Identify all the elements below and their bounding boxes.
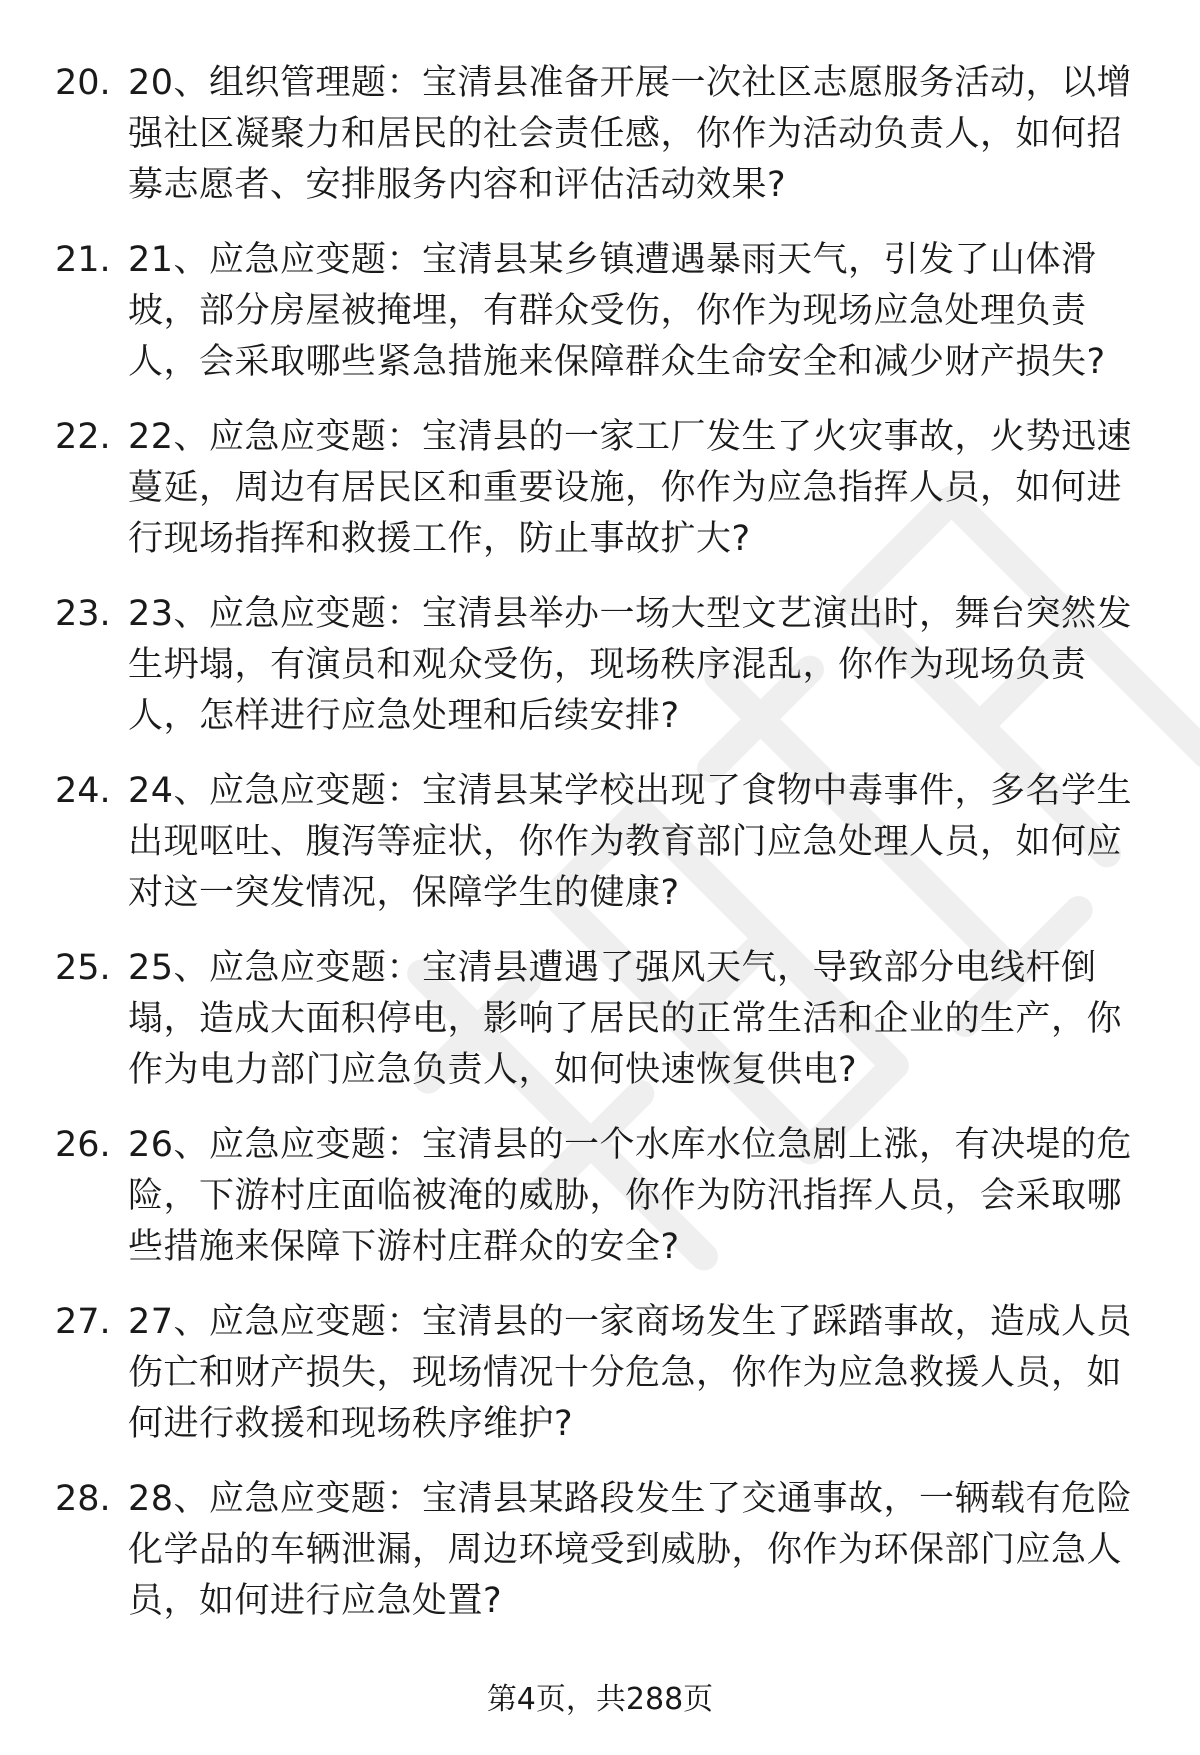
question-text: 22、应急应变题：宝清县的一家工厂发生了火灾事故，火势迅速蔓延，周边有居民区和重要设施，你作为应急指挥人员，如何进行现场指挥和救援工作，防止事故扩大? [128, 417, 1133, 559]
question-item [0, 1474, 1200, 1651]
question-number: 26. [55, 1125, 111, 1165]
question-item [0, 58, 1200, 235]
question-text: 26、应急应变题：宝清县的一个水库水位急剧上涨，有决堤的危险，下游村庄面临被淹的威胁，你作为防汛指挥人员，会采取哪些措施来保障下游村庄群众的安全? [128, 1125, 1133, 1267]
question-item [0, 1297, 1200, 1474]
question-item [0, 766, 1200, 943]
question-number: 21. [55, 240, 111, 280]
question-number: 28. [55, 1479, 111, 1519]
question-number: 27. [55, 1302, 111, 1342]
page-footer [0, 1678, 1200, 1722]
page-number-label: 第4页，共288页 [486, 1682, 714, 1717]
question-text: 21、应急应变题：宝清县某乡镇遭遇暴雨天气，引发了山体滑坡，部分房屋被掩埋，有群众受伤，你作为现场应急处理负责人，会采取哪些紧急措施来保障群众生命安全和减少财产损失? [128, 240, 1106, 382]
question-item [0, 589, 1200, 766]
question-text: 23、应急应变题：宝清县举办一场大型文艺演出时，舞台突然发生坍塌，有演员和观众受伤，现场秩序混乱，你作为现场负责人，怎样进行应急处理和后续安排? [128, 594, 1133, 736]
question-item [0, 1120, 1200, 1297]
question-number: 24. [55, 771, 111, 811]
question-text: 27、应急应变题：宝清县的一家商场发生了踩踏事故，造成人员伤亡和财产损失，现场情况十分危急，你作为应急救援人员，如何进行救援和现场秩序维护? [128, 1302, 1133, 1444]
question-text: 20、组织管理题：宝清县准备开展一次社区志愿服务活动，以增强社区凝聚力和居民的社会责任感，你作为活动负责人，如何招募志愿者、安排服务内容和评估活动效果? [128, 63, 1133, 205]
question-number: 23. [55, 594, 111, 634]
question-item [0, 235, 1200, 412]
question-number: 20. [55, 63, 111, 103]
question-text: 25、应急应变题：宝清县遭遇了强风天气，导致部分电线杆倒塌，造成大面积停电，影响了居民的正常生活和企业的生产，你作为电力部门应急负责人，如何快速恢复供电? [128, 948, 1123, 1090]
question-text: 24、应急应变题：宝清县某学校出现了食物中毒事件，多名学生出现呕吐、腹泻等症状，你作为教育部门应急处理人员，如何应对这一突发情况，保障学生的健康? [128, 771, 1133, 913]
question-number: 25. [55, 948, 111, 988]
question-number: 22. [55, 417, 111, 457]
question-list [0, 58, 1200, 1651]
question-text: 28、应急应变题：宝清县某路段发生了交通事故，一辆载有危险化学品的车辆泄漏，周边环境受到威胁，你作为环保部门应急人员，如何进行应急处置? [128, 1479, 1133, 1621]
question-item [0, 943, 1200, 1120]
question-item [0, 412, 1200, 589]
